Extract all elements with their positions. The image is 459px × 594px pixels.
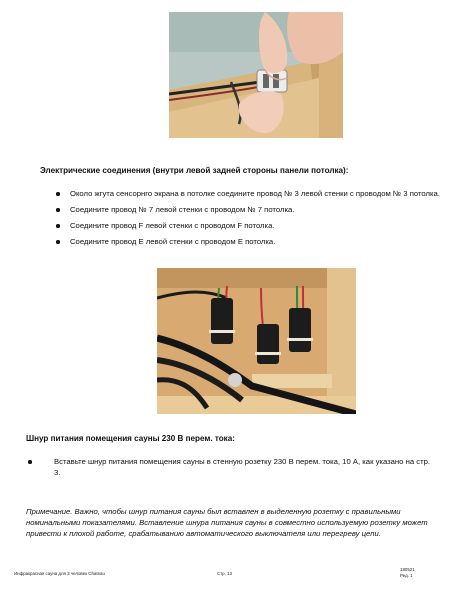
note-paragraph: Примечание. Важно, чтобы шнур питания сауны был вставлен в выделенную розетку с правильными номинальными показателями. Вставление шнура питания сауны в совместно используемую розетку может привести к плохой работе, срабатыванию автоматического выключателя или перегреву цепи. — [26, 507, 428, 538]
footer-code: 180521 — [400, 567, 415, 572]
footer-page-number: Стр. 13 — [217, 571, 232, 576]
power-cord-list — [26, 456, 436, 483]
photo-connector-hands-image — [169, 12, 343, 138]
footer-revision: Ред. 1 — [400, 573, 413, 578]
photo-wire-connectors — [157, 268, 356, 414]
footer-doc-code — [400, 567, 415, 579]
photo-wire-connectors-image — [157, 268, 356, 414]
list-item: Вставьте шнур питания помещения сауны в стенную розетку 230 В перем. тока, 10 А, как указано на стр. 3. — [26, 456, 436, 478]
footer-product-name: Инфракрасная сауна для 3 человек Chateau — [14, 571, 105, 576]
list-item: Около жгута сенсорнго экрана в потолке соедините провод № 3 левой стенки с проводом № 3 потолка. — [54, 188, 449, 199]
list-item: Соедините провод E левой стенки с проводом E потолка. — [54, 236, 449, 247]
power-cord-heading: Шнур питания помещения сауны 230 В перем. тока: — [26, 434, 235, 443]
electrical-connections-list — [54, 188, 449, 252]
list-item: Соедините провод F левой стенки с проводом F потолка. — [54, 220, 449, 231]
list-item: Соедините провод № 7 левой стенки с проводом № 7 потолка. — [54, 204, 449, 215]
electrical-connections-heading: Электрические соединения (внутри левой задней стороны панели потолка): — [40, 166, 349, 175]
photo-connector-hands — [169, 12, 343, 138]
